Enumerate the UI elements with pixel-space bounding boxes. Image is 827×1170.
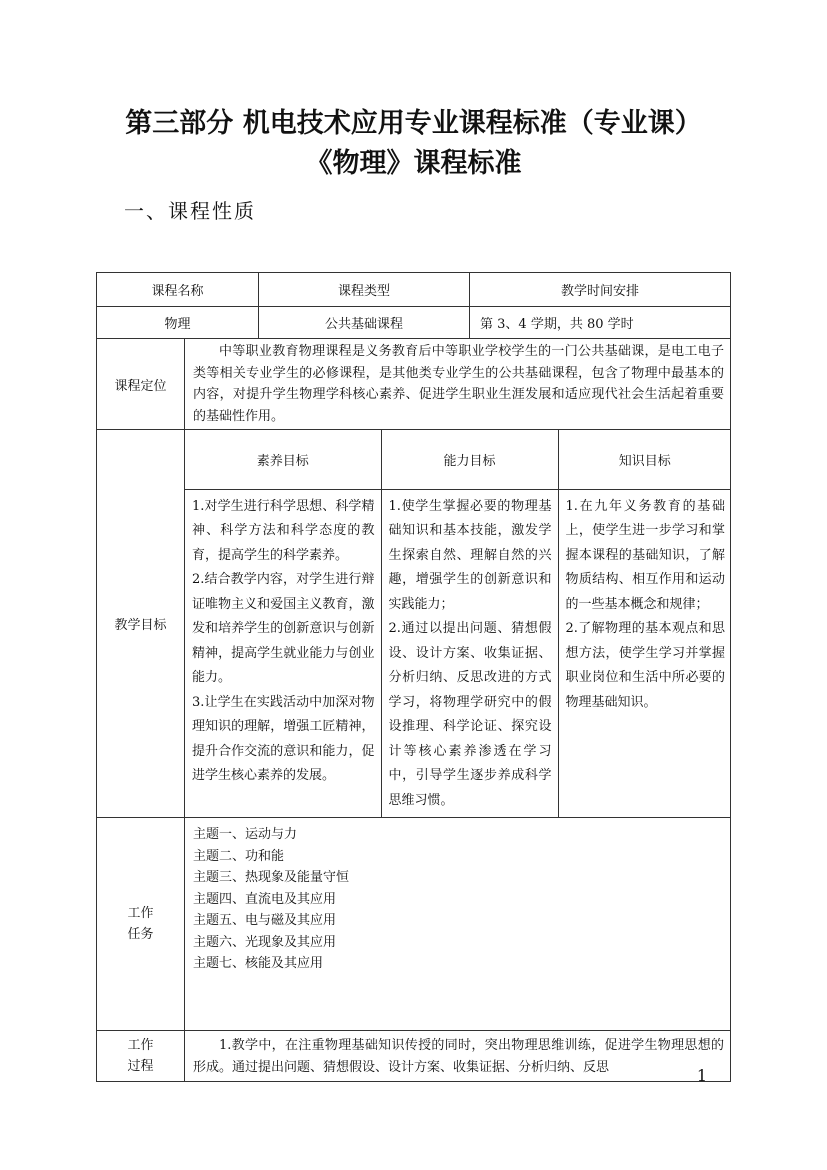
ability-goal-header: 能力目标 <box>381 430 558 489</box>
knowledge-goal-header: 知识目标 <box>558 430 731 489</box>
ability-goal-cell <box>381 489 558 817</box>
knowledge-goal-item: 2.了解物理的基本观点和思想方法，使学生学习并掌握职业岗位和生活中所必要的物理基础知识。 <box>565 621 725 710</box>
tasks-label-line: 工作 <box>127 906 154 921</box>
tasks-label <box>97 818 185 1031</box>
tasks-label-line: 任务 <box>127 927 154 942</box>
course-name-value: 物理 <box>97 307 259 339</box>
header-schedule: 教学时间安排 <box>470 273 731 307</box>
task-item: 主题七、核能及其应用 <box>193 956 324 971</box>
page-number: 1 <box>696 1066 707 1085</box>
section-heading: 一、课程性质 <box>124 199 256 223</box>
course-standard-table <box>96 272 731 1082</box>
positioning-label: 课程定位 <box>97 339 185 430</box>
tasks-row <box>97 818 731 1031</box>
process-label <box>97 1031 185 1082</box>
task-item: 主题二、功和能 <box>193 848 285 864</box>
table-info-row <box>97 307 731 339</box>
task-item: 主题一、运动与力 <box>193 827 298 842</box>
task-item: 主题三、热现象及能量守恒 <box>193 870 350 885</box>
goals-label: 教学目标 <box>97 430 185 818</box>
task-item: 主题四、直流电及其应用 <box>193 891 337 907</box>
knowledge-goal-item: 1.在九年义务教育的基础上，使学生进一步学习和掌握本课程的基础知识，了解物质结构、相互作用和运动的一些基本概念和规律； <box>565 498 725 612</box>
literacy-goal-item: 3.让学生在实践活动中加深对物理知识的理解，增强工匠精神，提升合作交流的意识和能力，促进学生核心素养的发展。 <box>192 694 375 783</box>
ability-goal-item: 1.使学生掌握必要的物理基础知识和基本技能，激发学生探索自然、理解自然的兴趣，增强学生的创新意识和实践能力； <box>388 498 552 612</box>
goals-row <box>97 430 731 818</box>
ability-goal-item: 2.通过以提出问题、猜想假设、设计方案、收集证据、分析归纳、反思改进的方式学习，将物理学研究中的假设推理、科学论证、探究设计等核心素养渗透在学习中，引导学生逐步养成科学思维习惯。 <box>388 621 552 808</box>
tasks-list <box>185 818 731 1031</box>
literacy-goal-item: 1.对学生进行科学思想、科学精神、科学方法和科学态度的教育，提高学生的科学素养。 <box>192 498 375 563</box>
goals-subtable <box>185 430 731 817</box>
document-title: 第三部分 机电技术应用专业课程标准（专业课） <box>125 108 702 139</box>
knowledge-goal-cell <box>558 489 731 817</box>
positioning-row <box>97 339 731 430</box>
course-title: 《物理》课程标准 <box>305 148 522 179</box>
literacy-goal-cell <box>185 489 381 817</box>
process-label-line: 工作 <box>127 1038 154 1053</box>
literacy-goal-item: 2.结合教学内容，对学生进行辩证唯物主义和爱国主义教育，激发和培养学生的创新意识与创新精神，提高学生就业能力与创业能力。 <box>192 572 375 685</box>
course-type-value: 公共基础课程 <box>259 307 470 339</box>
process-label-line: 过程 <box>127 1059 154 1074</box>
literacy-goal-header: 素养目标 <box>185 430 381 489</box>
process-text: 1.教学中，在注重物理基础知识传授的同时，突出物理思维训练，促进学生物理思想的形成。通过提出问题、猜想假设、设计方案、收集证据、分析归纳、反思 <box>185 1031 731 1082</box>
header-course-name: 课程名称 <box>97 273 259 307</box>
task-item: 主题五、电与磁及其应用 <box>193 913 337 928</box>
schedule-value: 第 3、4 学期，共 80 学时 <box>470 307 731 339</box>
table-header-row <box>97 273 731 307</box>
positioning-text: 中等职业教育物理课程是义务教育后中等职业学校学生的一门公共基础课，是电工电子类等相关专业学生的必修课程，是其他类专业学生的公共基础课程，包含了物理中最基本的内容，对提升学生物理学科核心素养、促进学生职业生涯发展和适应现代社会生活起着重要的基础性作用。 <box>185 339 731 430</box>
header-course-type: 课程类型 <box>259 273 470 307</box>
process-row <box>97 1031 731 1082</box>
task-item: 主题六、光现象及其应用 <box>193 934 337 950</box>
